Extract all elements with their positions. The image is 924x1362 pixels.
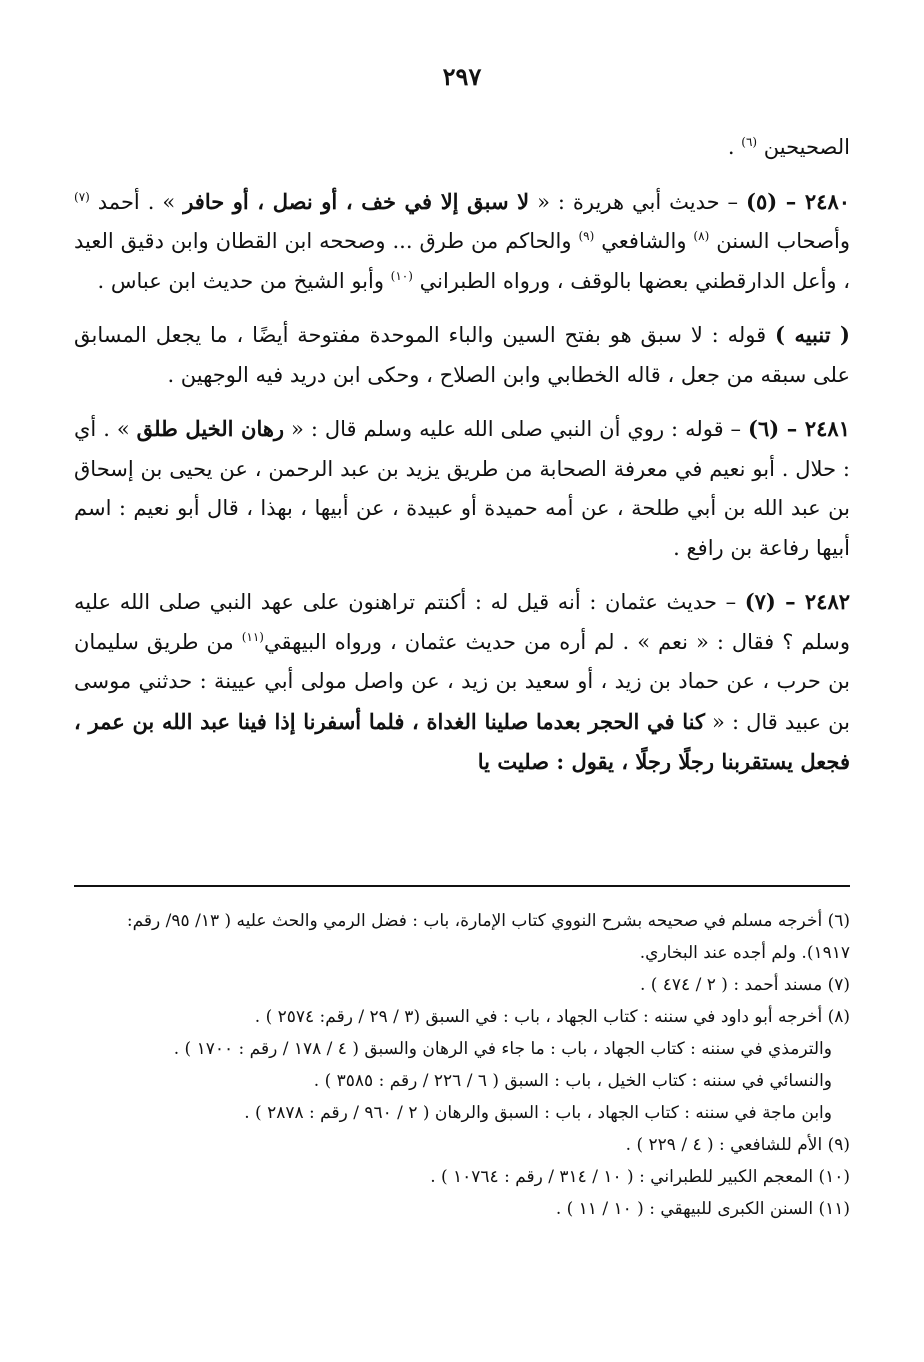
footnote-ref: (٦) <box>741 135 758 149</box>
footnote-9: (٩) الأم للشافعي : ( ٤ / ٢٢٩ ) . <box>625 1135 850 1155</box>
text: والشافعي <box>594 229 694 253</box>
text: من طريق سليمان بن حرب ، عن حماد بن زيد ، أو سعيد بن زيد ، عن واصل مولى أبي عيينة : حدثني موسى بن عبيد قال : « <box>74 629 850 734</box>
footnote-7: (٧) مسند أحمد : ( ٢ / ٤٧٤ ) . <box>639 975 850 995</box>
text: قوله : لا سبق هو بفتح السين والباء الموحدة مفتوحة أيضًا ، ما يجعل المسابق على سبقه من جعل ، قاله الخطابي وابن الصلاح ، وحكى ابن دريد فيه الوجهين . <box>74 323 850 387</box>
footnote-divider <box>74 885 850 887</box>
footnotes <box>74 905 850 1225</box>
footnote-11: (١١) السنن الكبرى للبيهقي : ( ١٠ / ١١ ) . <box>555 1199 850 1219</box>
footnote-ref: (١١) <box>241 629 264 644</box>
paragraph-2482 <box>74 582 850 783</box>
text: » . أحمد <box>89 189 184 214</box>
text: والحاكم من طرق ... وصححه ابن القطان وابن دقيق العيد ، وأعل الدارقطني بعضها بالوقف ، ورواه الطبراني <box>74 229 850 293</box>
footnote-10: (١٠) المعجم الكبير للطبراني : ( ١٠ / ٣١٤ / رقم : ١٠٧٦٤ ) . <box>430 1167 850 1187</box>
footnote-ref: (٨) <box>693 229 710 243</box>
footnote-ref: (٩) <box>578 229 595 243</box>
text: – قوله : روي أن النبي صلى الله عليه وسلم قال : « <box>284 417 749 441</box>
footnote-8: (٨) أخرجه أبو داود في سننه : كتاب الجهاد ، باب : في السبق (٣ / ٢٩ / رقم: ٢٥٧٤ ) . <box>254 1007 850 1027</box>
paragraph-tanbih <box>74 315 850 395</box>
footnote-8-tirmidhi: والترمذي في سننه : كتاب الجهاد ، باب : ما جاء في الرهان والسبق ( ٤ / ١٧٨ / رقم : ١٧٠٠ ) . <box>173 1039 832 1059</box>
hadith-number: ٢٤٨٠ – (٥) <box>746 188 851 214</box>
text: . <box>727 135 742 159</box>
hadith-text: لا سبق إلا في خف ، أو نصل ، أو حافر <box>183 188 530 214</box>
footnote-ref: (٧) <box>74 189 90 204</box>
paragraph-2480 <box>74 182 850 302</box>
hadith-number: ٢٤٨٢ – (٧) <box>744 589 851 614</box>
paragraph-2481 <box>74 409 850 568</box>
text: – حديث أبي هريرة : « <box>529 189 747 214</box>
hadith-text: رهان الخيل طلق <box>136 416 285 441</box>
footnote-8-nasai: والنسائي في سننه : كتاب الخيل ، باب : السبق ( ٦ / ٢٢٦ / رقم : ٣٥٨٥ ) . <box>313 1071 832 1091</box>
page-number: ٢٩٧ <box>442 62 482 91</box>
text: – حديث عثمان : أنه قيل له : أكنتم تراهنون على عهد النبي صلى الله عليه وسلم ؟ فقال : « نعم » . لم أره من حديث عثمان ، ورواه البيهقي <box>74 590 851 654</box>
paragraph-continuation <box>74 128 850 168</box>
text: وأصحاب السنن <box>709 229 850 253</box>
note-label: ( تنبيه ) <box>775 322 850 347</box>
hadith-number: ٢٤٨١ – (٦) <box>748 416 850 441</box>
footnote-8-ibn-majah: وابن ماجة في سننه : كتاب الجهاد ، باب : السبق والرهان ( ٢ / ٩٦٠ / رقم : ٢٨٧٨ ) . <box>244 1103 832 1123</box>
footnote-6: (٦) أخرجه مسلم في صحيحه بشرح النووي كتاب الإمارة، باب : فضل الرمي والحث عليه ( ١٣/ ٩٥/ رقم: ١٩١٧). ولم أجده عند البخاري. <box>126 911 850 963</box>
text: الصحيحين <box>757 135 850 159</box>
hadith-text: كنا في الحجر بعدما صلينا الغداة ، فلما أسفرنا إذا فينا عبد الله بن عمر ، فجعل يستقربنا رجلًا رجلًا ، يقول : صليت يا <box>74 708 850 774</box>
footnote-ref: (١٠) <box>390 268 413 283</box>
text: وأبو الشيخ من حديث ابن عباس . <box>97 268 391 293</box>
text: » . أي : حلال . أبو نعيم في معرفة الصحابة من طريق يزيد بن عبد الرحمن ، عن يحيى بن إسحاق بن عبد الله بن أبي طلحة ، عن أمه حميدة أو عبيدة ، عن أبيها ، بهذا ، قال أبو نعيم : اسم أبيها رفاعة بن رافع . <box>74 417 850 560</box>
main-text <box>74 128 850 783</box>
